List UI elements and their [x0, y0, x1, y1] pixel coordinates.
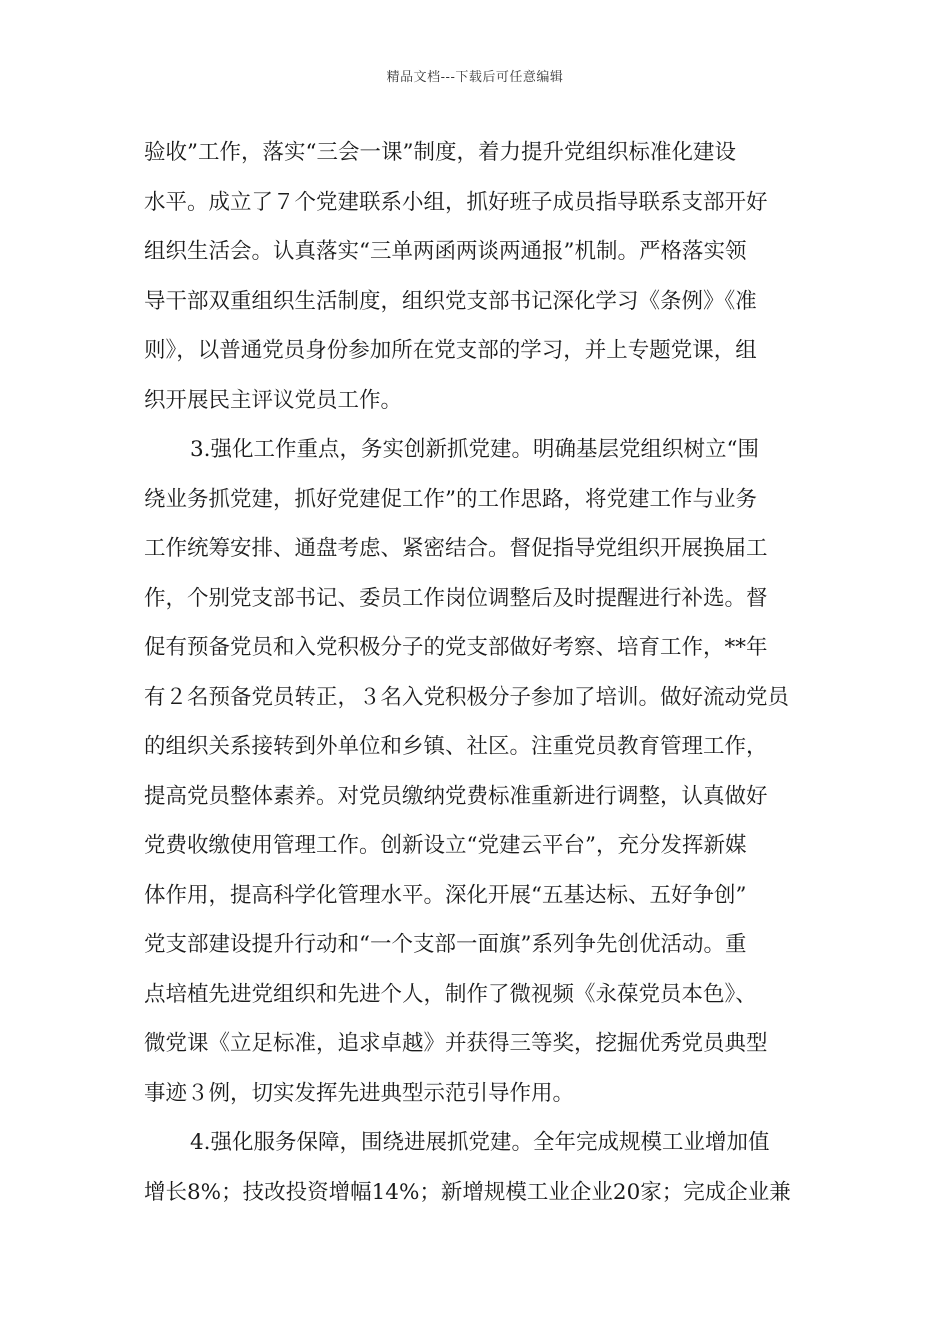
document-body	[144, 128, 810, 1217]
text-line: 有２名预备党员转正，３名入党积极分子参加了培训。做好流动党员	[144, 684, 790, 710]
text-line: 体作用，提高科学化管理水平。深化开展“五基达标、五好争创”	[144, 882, 747, 908]
text-line: 增长8%；技改投资增幅14%；新增规模工业企业20家；完成企业兼	[144, 1179, 791, 1205]
text-line: 导干部双重组织生活制度，组织党支部书记深化学习《条例》《准	[144, 288, 757, 314]
text-line: 织开展民主评议党员工作。	[144, 387, 403, 413]
text-line: 党费收缴使用管理工作。创新设立“党建云平台”，充分发挥新媒	[144, 833, 747, 858]
text-line: 提高党员整体素养。对党员缴纳党费标准重新进行调整，认真做好	[144, 783, 768, 809]
text-line: 微党课《立足标准，追求卓越》并获得三等奖，挖掘优秀党员典型	[144, 1031, 768, 1056]
text-line: 组织生活会。认真落实“三单两函两谈两通报”机制。严格落实领	[144, 239, 747, 264]
text-line: 促有预备党员和入党积极分子的党支部做好考察、培育工作，**年	[144, 635, 768, 660]
text-line: 水平。成立了７个党建联系小组，抓好班子成员指导联系支部开好	[144, 189, 768, 215]
text-line: 验收”工作，落实“三会一课”制度，着力提升党组织标准化建设	[144, 140, 736, 165]
text-line: 的组织关系接转到外单位和乡镇、社区。注重党员教育管理工作，	[144, 734, 768, 759]
text-line: 点培植先进党组织和先进个人，制作了微视频《永葆党员本色》、	[144, 981, 757, 1007]
paragraph-start-line: 3.强化工作重点，务实创新抓党建。明确基层党组织树立“围	[190, 437, 760, 462]
text-line: 事迹３例，切实发挥先进典型示范引导作用。	[144, 1080, 575, 1106]
text-line: 绕业务抓党建，抓好党建促工作”的工作思路，将党建工作与业务	[144, 486, 757, 512]
text-line: 作，个别党支部书记、委员工作岗位调整后及时提醒进行补选。督	[144, 585, 768, 611]
page-header: 精品文档---下载后可任意编辑	[386, 70, 564, 85]
paragraph-start-line: 4.强化服务保障，围绕进展抓党建。全年完成规模工业增加值	[190, 1130, 770, 1155]
text-line: 党支部建设提升行动和“一个支部一面旗”系列争先创优活动。重	[144, 932, 747, 957]
text-line: 工作统筹安排、通盘考虑、紧密结合。督促指导党组织开展换届工	[144, 536, 768, 561]
text-line: 则》，以普通党员身份参加所在党支部的学习，并上专题党课，组	[144, 338, 757, 363]
